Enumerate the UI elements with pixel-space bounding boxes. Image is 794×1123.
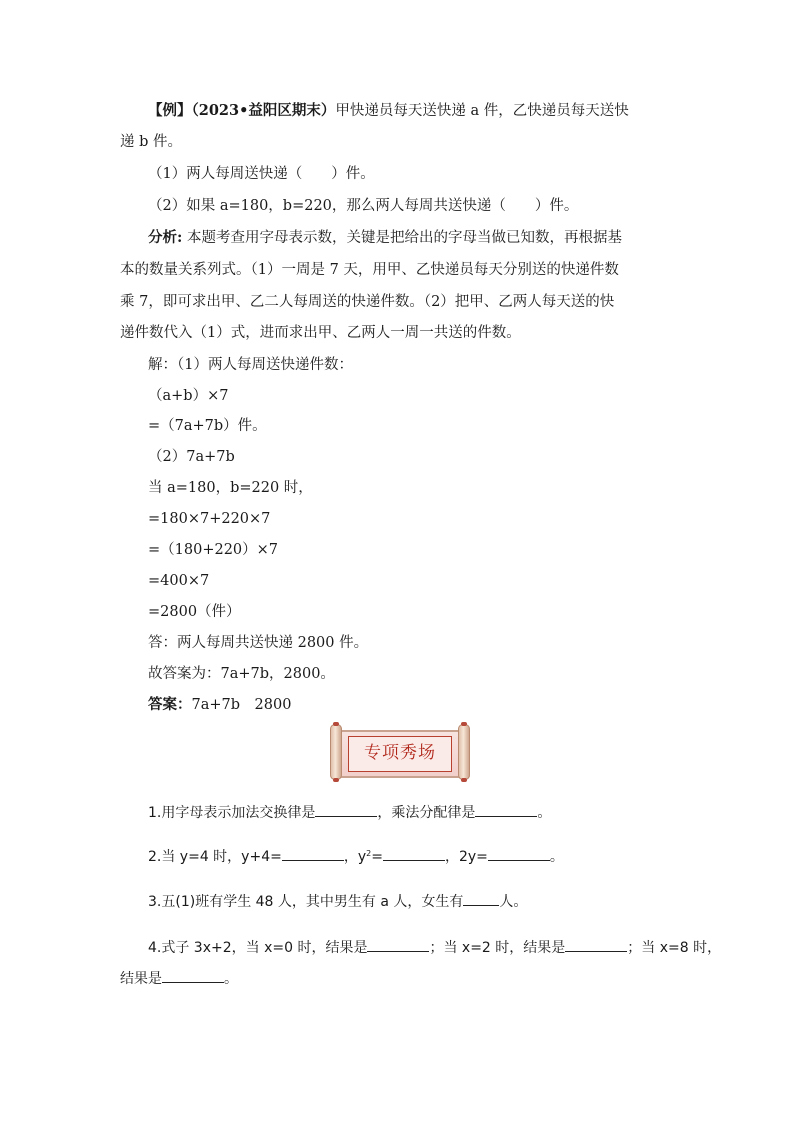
exercise-1-text: ，乘法分配律是 [377,805,476,821]
answer-value: 7a+7b 2800 [191,697,292,713]
exercise-4-text: 4.式子 3x+2，当 x=0 时，结果是 [148,940,368,956]
exercise-3 [148,891,527,912]
analysis-label: 分析: [148,229,183,246]
solution-line: =400×7 [148,573,210,589]
solution-line: 故答案为：7a+7b，2800。 [148,666,335,682]
answer-blank[interactable] [383,846,445,861]
exercise-4 [148,937,721,958]
answer-blank[interactable] [367,937,429,952]
example-text: 甲快递员每天送快递 a 件，乙快递员每天送快 [335,103,629,119]
solution-line: =2800（件） [148,604,241,620]
solution-line: =（7a+7b）件。 [148,418,267,434]
answer-blank[interactable] [475,802,537,817]
exercise-3-text: 人。 [499,894,528,910]
banner-title: 专项秀场 [364,743,436,763]
exercise-2 [148,846,564,867]
solution-line: （2）7a+7b [148,449,235,465]
analysis-text-1: 本题考查用字母表示数，关键是把给出的字母当做已知数，再根据基 [182,230,622,246]
answer-label: 答案： [148,696,192,713]
exercise-1-text: 1.用字母表示加法交换律是 [148,805,316,821]
example-heading [148,101,629,121]
answer-line [148,695,291,715]
exercise-2-text: ，2y= [444,849,488,865]
analysis-line-4: 递件数代入（1）式，进而求出甲、乙两人一周一共送的件数。 [120,325,521,341]
solution-line: 解：（1）两人每周送快递件数： [148,357,353,373]
example-text-cont: 递 b 件。 [120,134,182,150]
answer-blank[interactable] [315,802,377,817]
solution-line: 当 a=180，b=220 时， [148,480,313,496]
exercise-4-text: ；当 x=2 时，结果是 [429,940,566,956]
exercise-1 [148,802,551,823]
example-question-1: （1）两人每周送快递（ ）件。 [148,166,375,182]
exercise-4-text: 结果是 [120,971,162,987]
exercise-2-text: ，y [343,849,367,865]
solution-line: （a+b）×7 [148,388,229,404]
example-question-2: （2）如果 a=180，b=220，那么两人每周共送快递（ ）件。 [148,198,579,214]
analysis-line-3: 乘 7，即可求出甲、乙二人每周送的快递件数。（2）把甲、乙两人每天送的快 [120,294,615,310]
analysis-line-1 [148,228,622,248]
solution-line: =（180+220）×7 [148,542,279,558]
solution-line: 答：两人每周共送快递 2800 件。 [148,635,369,651]
answer-blank[interactable] [565,937,627,952]
exercise-2-text: = [371,849,383,865]
exponent: 2 [366,849,372,858]
answer-blank[interactable] [463,891,499,906]
answer-blank[interactable] [282,846,344,861]
exercise-4-text: 。 [224,971,238,987]
exercise-1-text: 。 [537,805,552,821]
exercise-2-text: 。 [549,849,564,865]
example-source-label: 【例】（2023•益阳区期末） [148,102,336,119]
exercise-2-text: 2.当 y=4 时，y+4= [148,849,282,865]
exercise-4-cont [120,968,238,989]
answer-blank[interactable] [162,968,224,983]
exercise-3-text: 3.五(1)班有学生 48 人，其中男生有 a 人，女生有 [148,894,464,910]
section-banner [330,724,470,780]
analysis-line-2: 本的数量关系列式。（1）一周是 7 天，用甲、乙快递员每天分别送的快递件数 [120,262,619,278]
exercise-4-text: ；当 x=8 时， [627,940,722,956]
answer-blank[interactable] [488,846,550,861]
solution-line: =180×7+220×7 [148,511,271,527]
